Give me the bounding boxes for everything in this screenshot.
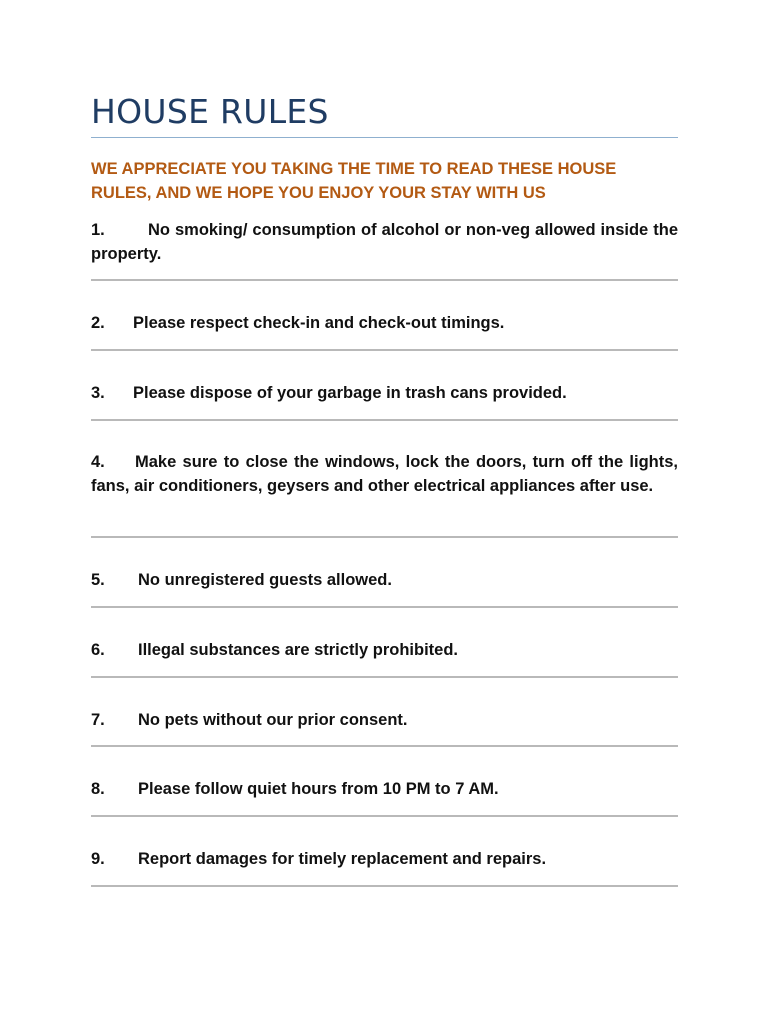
rule-item-8 (91, 777, 678, 801)
welcome-subtitle: WE APPRECIATE YOU TAKING THE TIME TO READ THESE HOUSE RULES, AND WE HOPE YOU ENJOY YOUR STAY WITH US (91, 160, 617, 202)
rule-divider (91, 536, 678, 538)
rule-text: No unregistered guests allowed. (138, 571, 392, 589)
rule-text: Report damages for timely replacement and repairs. (138, 850, 547, 868)
rule-item-3 (91, 381, 678, 405)
rule-text: Make sure to close the windows, lock the doors, turn off the lights, fans, air conditioners, geysers and other electrical appliances after use. (91, 453, 678, 495)
rule-divider (91, 349, 678, 351)
rule-divider (91, 419, 678, 421)
title-underline (91, 137, 678, 138)
rule-item-6 (91, 638, 678, 662)
rule-text: No smoking/ consumption of alcohol or non-veg allowed inside the property. (91, 221, 678, 263)
rule-text: Please respect check-in and check-out timings. (133, 314, 505, 332)
rule-divider (91, 885, 678, 887)
rule-text: Please dispose of your garbage in trash cans provided. (133, 384, 567, 402)
rule-number: 8. (91, 780, 105, 798)
rule-number: 5. (91, 571, 105, 589)
rule-divider (91, 606, 678, 608)
rule-text: No pets without our prior consent. (138, 711, 408, 729)
rule-text: Illegal substances are strictly prohibited. (138, 641, 459, 659)
rule-number: 6. (91, 641, 105, 659)
rule-text: Please follow quiet hours from 10 PM to 7 AM. (138, 780, 499, 798)
rule-item-5 (91, 568, 678, 592)
rule-number: 9. (91, 850, 105, 868)
rule-divider (91, 676, 678, 678)
page-title: HOUSE RULES (91, 92, 329, 131)
rule-divider (91, 815, 678, 817)
rule-item-2 (91, 311, 678, 335)
rule-number: 4. (91, 453, 105, 471)
rule-number: 3. (91, 384, 105, 402)
rule-item-4 (91, 450, 678, 498)
rule-number: 2. (91, 314, 105, 332)
rule-divider (91, 279, 678, 281)
rule-divider (91, 745, 678, 747)
rule-item-7 (91, 708, 678, 732)
rule-number: 7. (91, 711, 105, 729)
rule-item-9 (91, 847, 678, 871)
rule-item-1 (91, 218, 678, 266)
rule-number: 1. (91, 221, 105, 239)
